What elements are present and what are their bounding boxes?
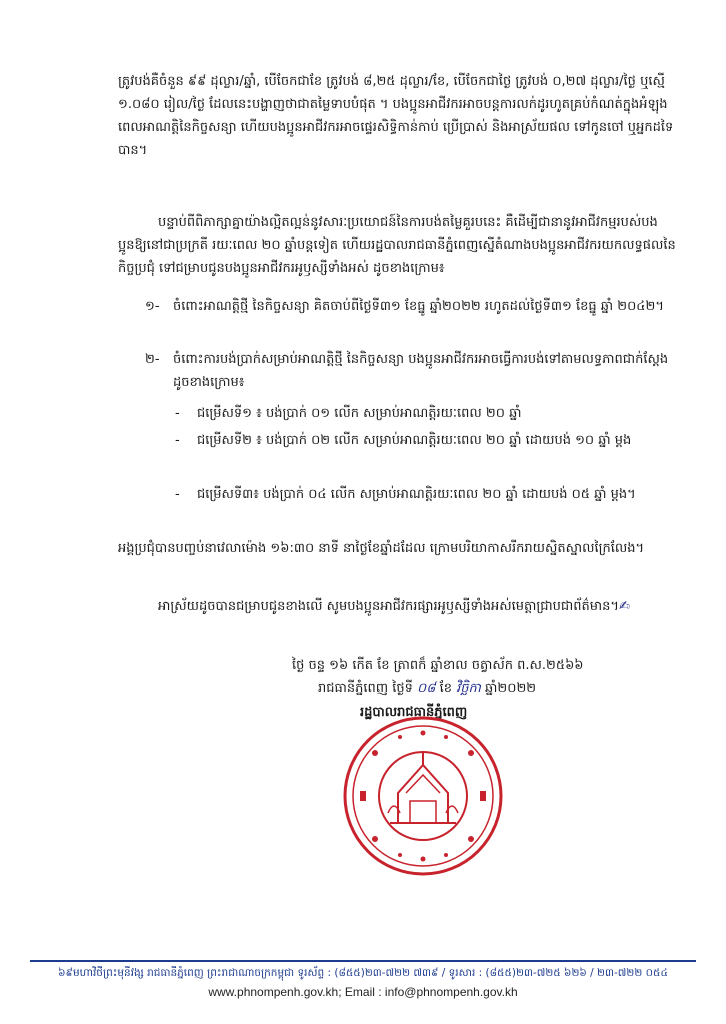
list-number: ២- <box>145 352 160 367</box>
date-place: រាជធានីភ្នំពេញ ថ្ងៃទី <box>318 681 413 696</box>
bullet-dash: - <box>175 487 180 502</box>
date-year: ឆ្នាំ២០២២ <box>485 681 537 696</box>
initial-mark: ✍ <box>618 599 630 614</box>
bullet-dash: - <box>175 406 180 421</box>
official-seal-icon <box>340 713 506 879</box>
option-text: ជម្រើសទី១ ៖ បង់ប្រាក់ ០១ លើក សម្រាប់អាណត្តិរយៈពេល ២០ ឆ្នាំ <box>197 406 522 421</box>
date-month-prefix: ខែ <box>439 681 452 696</box>
lunar-date: ថ្ងៃ ចន្ទ ១៦ កើត ខែ ត្រាពក៏ ឆ្នាំខាល ចត្វាស័ក ព.ស.២៥៦៦ <box>292 658 584 673</box>
email-label: Email : <box>344 985 382 999</box>
footer-address: ៦៩មហាវិថីព្រះមុនីវង្ស រាជធានីភ្នំពេញ ព្រះរាជាណាចក្រកម្ពុជា ទូរស័ព្ទ : (៨៥៥)២៣-៧២២ ៧៣៩ / ទូរសារ : (៨៥៥)២៣-៧២៥ ៦២៦ / ២៣-៧២២ ០៥៤ <box>58 967 668 979</box>
payment-option-2 <box>175 429 685 452</box>
date-day: ០៨ <box>417 681 436 696</box>
footer-divider <box>30 960 696 962</box>
footer-contacts <box>30 984 696 1000</box>
list-item-payment <box>145 348 685 394</box>
list-item-term <box>145 295 685 318</box>
date-month: វិច្ឆិកា <box>456 681 481 696</box>
option-text: ជម្រើសទី២ ៖ បង់ប្រាក់ ០២ លើក សម្រាប់អាណត្តិរយៈពេល ២០ ឆ្នាំ ដោយបង់ ១០ ឆ្នាំ ម្តង <box>197 433 632 448</box>
paragraph-closing <box>118 595 684 618</box>
solar-date <box>318 678 536 700</box>
list-item-text: ចំពោះការបង់ប្រាក់សម្រាប់អាណត្តិថ្មី នៃកិច្ចសន្យា បងប្អូនអាជីវករអាចធ្វើការបង់ទៅតាមលទ្ធភាពជាក់ស្តែង ដូចខាងក្រោម៖ <box>173 352 669 390</box>
option-text: ជម្រើសទី៣៖ បង់ប្រាក់ ០៤ លើក សម្រាប់អាណត្តិរយៈពេល ២០ ឆ្នាំ ដោយបង់ ០៥ ឆ្នាំ ម្តង។ <box>197 487 636 502</box>
payment-option-1 <box>175 402 685 425</box>
payment-option-3 <box>175 483 685 506</box>
list-number: ១- <box>145 299 160 314</box>
website-link[interactable]: www.phnompenh.gov.kh <box>208 985 339 999</box>
bullet-dash: - <box>175 433 180 448</box>
closing-text: អាស្រ័យដូចបានជម្រាបជូនខាងលើ សូមបងប្អូនអាជីវករផ្សារអូឫស្សីទាំងអស់មេត្តាជ្រាបជាព័ត៌មាន។ <box>158 599 619 614</box>
paragraph-meeting: អង្គប្រជុំបានបញ្ចប់នាវេលាម៉ោង ១៦:៣០ នាទី នាថ្ងៃខែឆ្នាំដដែល ក្រោមបរិយាកាសរីករាយស្និតស្នាលក្រៃលែង។ <box>118 541 645 556</box>
footer-separator: ; <box>338 985 342 999</box>
list-item-text: ចំពោះអាណត្តិថ្មី នៃកិច្ចសន្យា គិតចាប់ពីថ្ងៃទី៣១ ខែធ្នូ ឆ្នាំ២០២២ រហូតដល់ថ្ងៃទី៣១ ខែធ្នូ ឆ្នាំ ២០៤២។ <box>173 299 664 314</box>
paragraph-decision: បន្ទាប់ពីពិភាក្សាគ្នាយ៉ាងល្អិតល្អន់នូវសារៈប្រយោជន៍នៃការបង់តម្លៃគួរបនេះ គឺដើម្បីជានានូវអាជីវកម្មរបស់បងប្អូនឱ្យនៅជាប្រក្រតី រយៈពេល ២០ ឆ្នាំបន្តទៀត ហើយរដ្ឋបាលរាជធានីភ្នំពេញស្នើតំណាងបងប្អូនអាជីវករយកលទ្ធផលនៃកិច្ចប្រជុំ ទៅជម្រាបជូនបងប្អូនអាជីវករអូឫស្សីទាំងអស់ ដូចខាងក្រោម៖ <box>118 215 676 276</box>
email-link[interactable]: info@phnompenh.gov.kh <box>384 985 518 999</box>
paragraph-fees: ត្រូវបង់គឺចំនួន ៩៩ ដុល្លារ/ឆ្នាំ, បើចែកជាខែ ត្រូវបង់ ៨,២៥ ដុល្លារ/ខែ, បើចែកជាថ្ងៃ ត្រូវបង់ ០,២៧ ដុល្លារ/ថ្ងៃ ឬស្មើ ១.០៨០ រៀល/ថ្ងៃ ដែលនេះបង្ហាញថាជាតម្លៃទាបបំផុត ។ បងប្អូនអាជីវករអាចបន្តការលក់ដូរហូតគ្រប់កំណត់ក្នុងអំឡុងពេលអាណត្តិនៃកិច្ចសន្យា ហើយបងប្អូនអាជីវករអាចផ្ទេរសិទ្ធិកាន់កាប់ ប្រើប្រាស់ និងអាស្រ័យផល ទៅកូនចៅ ឬអ្នកដទៃបាន។ <box>118 74 674 158</box>
issuing-authority: រដ្ឋបាលរាជធានីភ្នំពេញ <box>360 705 468 720</box>
